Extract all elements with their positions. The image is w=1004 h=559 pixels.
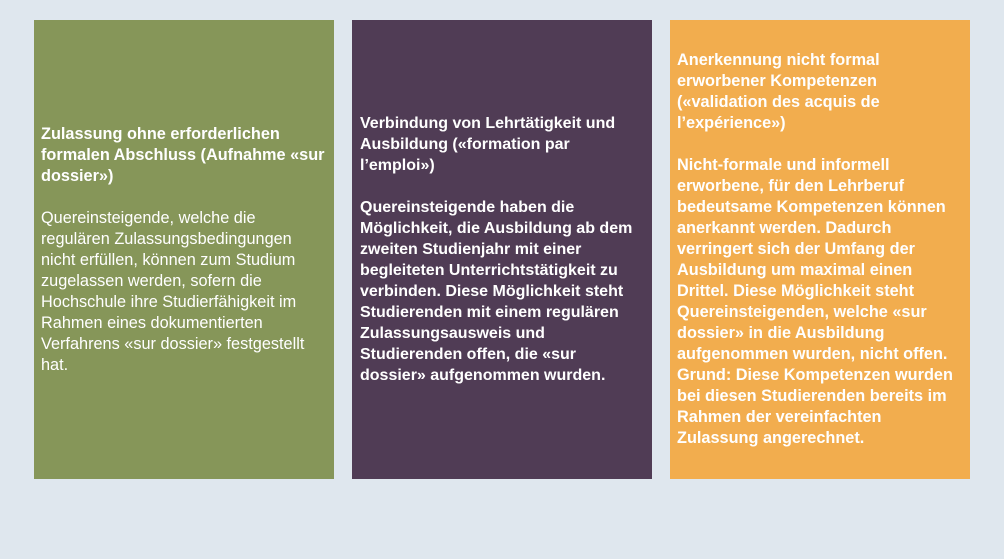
card-admission-sur-dossier — [34, 20, 334, 479]
card-validation-acquis — [670, 20, 970, 479]
card-title: Anerkennung nicht formal erworbener Kompetenzen («validation des acquis de l’expérience») — [677, 51, 880, 132]
card-title: Zulassung ohne erforderlichen formalen Abschluss (Aufnahme «sur dossier») — [41, 124, 325, 185]
card-body: Nicht-formale und informell erworbene, für den Lehrberuf bedeutsame Kompetenzen können anerkannt werden. Dadurch verringert sich der Umfang der Ausbildung um maximal einen Drittel. Diese Möglichkeit steht Quereinsteigenden, welche «sur dossier» in die Ausbildung aufgenommen wurden, nicht offen. Grund: Diese Kompetenzen wurden bei diesen Studierenden bereits im Rahmen der vereinfachten Zulassung angerechnet. — [677, 156, 953, 447]
card-title: Verbindung von Lehrtätigkeit und Ausbildung («formation par l’emploi») — [360, 115, 616, 174]
card-formation-par-emploi — [352, 20, 652, 479]
card-body: Quereinsteigende, welche die regulären Zulassungsbedingungen nicht erfüllen, können zum Studium zugelassen werden, sofern die Hochschule ihre Studierfähigkeit im Rahmen eines dokumentierten Verfahrens «sur dossier» festgestellt hat. — [41, 208, 305, 374]
card-body: Quereinsteigende haben die Möglichkeit, die Ausbildung ab dem zweiten Studienjahr mit einer begleiteten Unterrichtstätigkeit zu verbinden. Diese Möglichkeit steht Studierenden mit einem regulären Zulassungsausweis und Studierenden offen, die «sur dossier» aufgenommen wurden. — [360, 199, 633, 384]
